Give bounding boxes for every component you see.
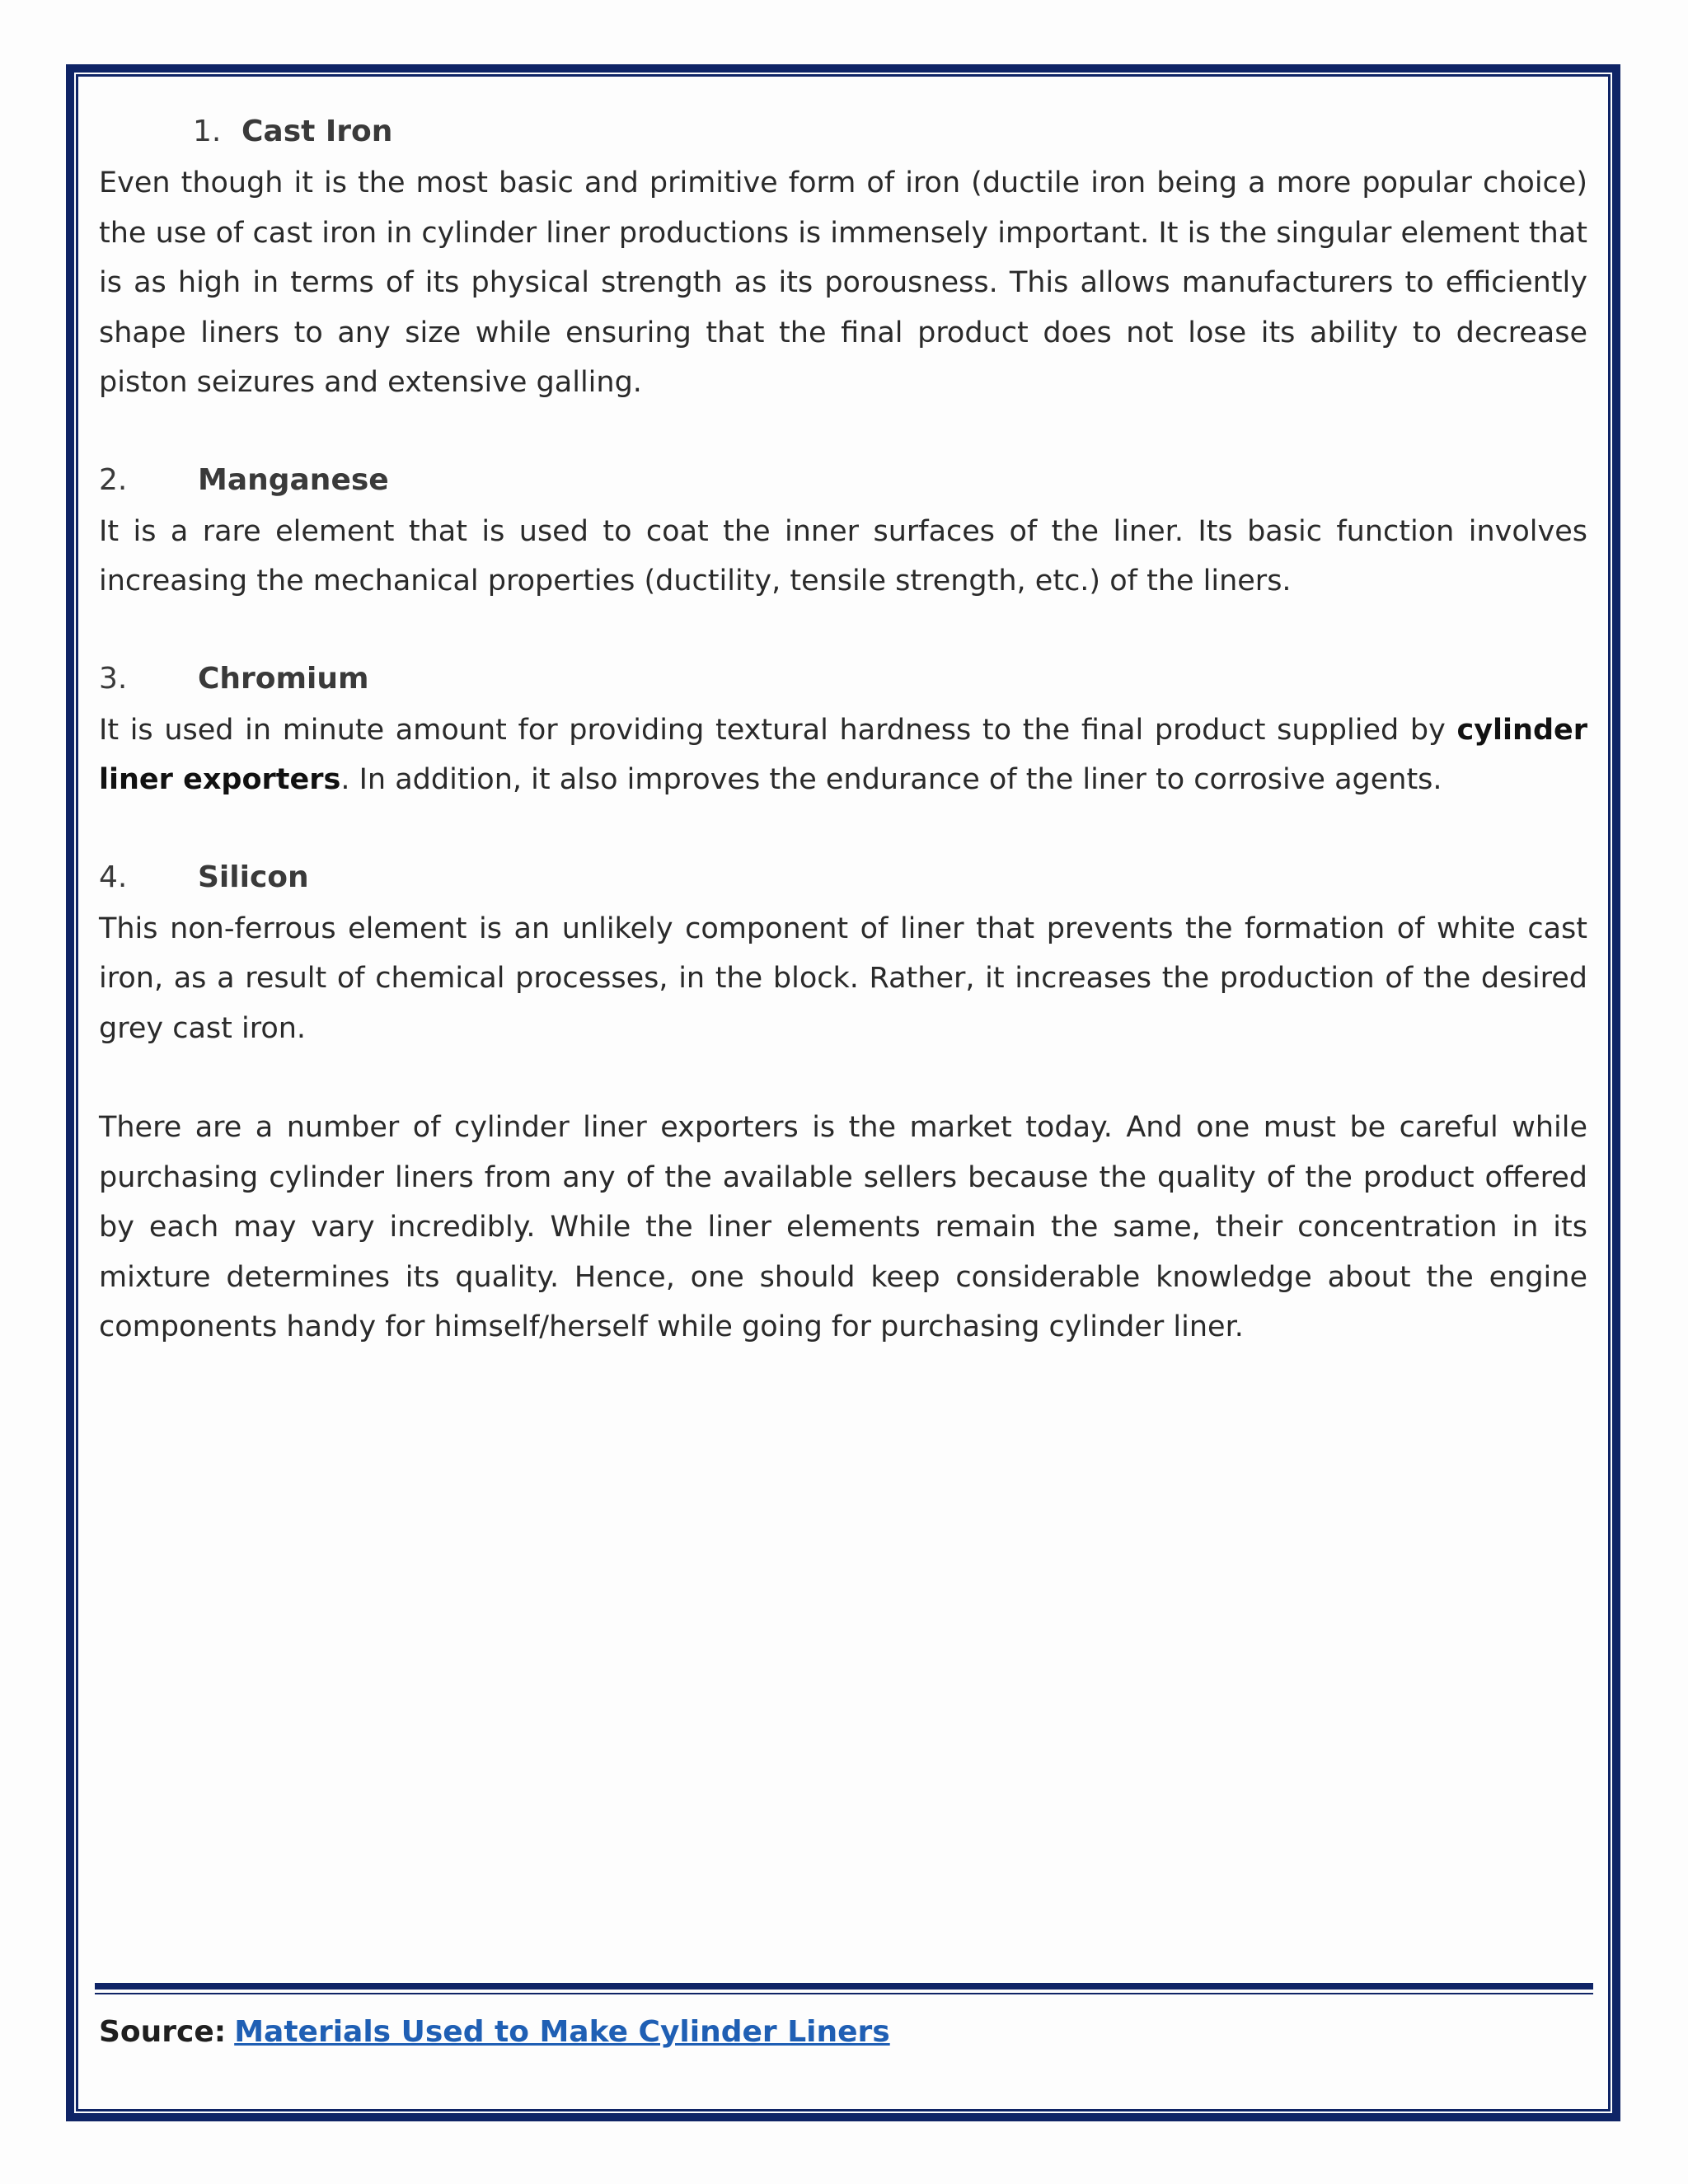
section-body-cast-iron: Even though it is the most basic and primitive form of iron (ductile iron being a more popular choice) the use of cast iron in cylinder liner productions is immensely important. It is the singular element that is as high in terms of its physical strength as its porousness. This allows manufacturers to efficiently shape liners to any size while ensuring that the final product does not lose its ability to decrease piston seizures and extensive galling. <box>99 166 1587 399</box>
section-body-silicon: This non-ferrous element is an unlikely component of liner that prevents the formation of white cast iron, as a result of chemical processes, in the block. Rather, it increases the production of the desired grey cast iron. <box>99 912 1587 1045</box>
section-body-manganese: It is a rare element that is used to coat the inner surfaces of the liner. Its basic function involves increasing the mechanical properties (ductility, tensile strength, etc.) of the liners. <box>99 514 1587 598</box>
source-line <box>99 2008 890 2057</box>
closing-paragraph: There are a number of cylinder liner exporters is the market today. And one must be careful while purchasing cylinder liners from any of the available sellers because the quality of the product offered by each may vary incredibly. While the liner elements remain the same, their concentration in its mixture determines its quality. Hence, one should keep considerable knowledge about the engine components handy for himself/herself while going for purchasing cylinder liner. <box>99 1111 1587 1343</box>
section-number: 1. <box>193 115 222 148</box>
body-text: It is used in minute amount for providing textural hardness to the final product supplied by <box>99 713 1457 747</box>
source-label: Source: <box>99 2015 227 2049</box>
section-heading-chromium <box>99 656 1587 705</box>
section-number: 4. <box>99 860 128 894</box>
footer-divider <box>95 1983 1593 1990</box>
section-number: 3. <box>99 661 128 696</box>
footer-divider-thin <box>95 1993 1593 1994</box>
section-heading-manganese <box>99 457 1587 507</box>
body-emphasis: cylinder liner exporters <box>99 713 1587 796</box>
section-number: 2. <box>99 462 128 497</box>
document-body <box>99 109 1587 1352</box>
section-title: Chromium <box>198 661 369 696</box>
section-title: Manganese <box>198 462 389 497</box>
section-heading-silicon <box>99 855 1587 904</box>
section-title: Cast Iron <box>241 115 393 148</box>
section-body-chromium <box>99 705 1587 805</box>
source-link[interactable]: Materials Used to Make Cylinder Liners <box>234 2015 890 2049</box>
section-title: Silicon <box>198 860 309 894</box>
section-heading-cast-iron <box>99 109 1587 158</box>
body-text: . In addition, it also improves the endurance of the liner to corrosive agents. <box>340 763 1442 796</box>
